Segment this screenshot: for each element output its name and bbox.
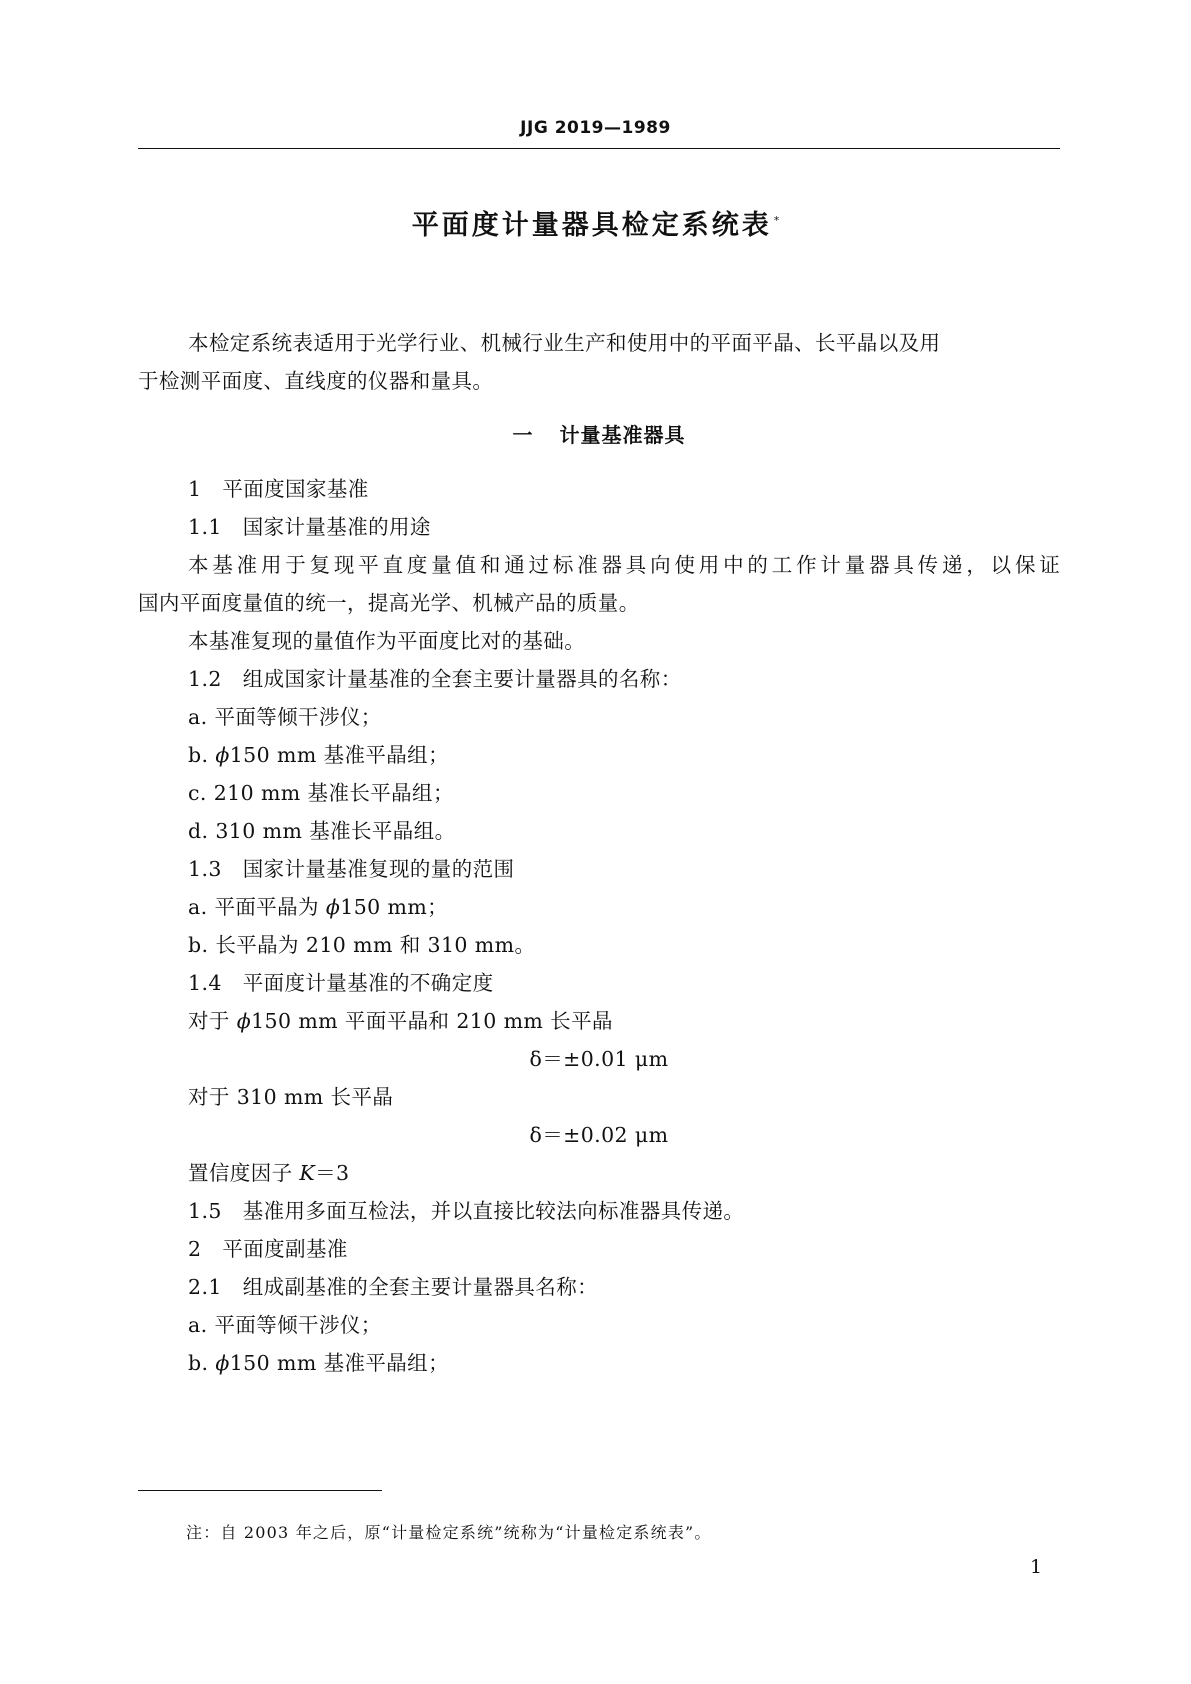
section-heading	[138, 420, 1060, 450]
clause-1-2-item-b	[188, 740, 449, 770]
item-text: a. 平面平晶为	[188, 895, 326, 919]
item-text: 150 mm；	[340, 895, 449, 919]
clause-1-2-item-c: c. 210 mm 基准长平晶组；	[188, 781, 454, 805]
page-number: 1	[1030, 1556, 1043, 1578]
clause-1-1-para1-line2: 国内平面度量值的统一，提高光学、机械产品的质量。	[138, 591, 640, 615]
clause-1-4-line-1	[188, 1006, 613, 1036]
clause-1-1-para2: 本基准复现的量值作为平面度比对的基础。	[188, 629, 586, 653]
clause-1-4: 1.4 平面度计量基准的不确定度	[188, 971, 494, 995]
clause-1-1-para1-line1: 本基准用于复现平直度量值和通过标准器具向使用中的工作计量器具传递，以保证	[188, 553, 1060, 577]
clause-2-1-item-b	[188, 1348, 449, 1378]
clause-2-1-item-a: a. 平面等倾干涉仪；	[188, 1313, 382, 1337]
phi-symbol: ϕ	[215, 1351, 230, 1375]
item-text: ＝3	[315, 1161, 350, 1185]
document-title	[0, 203, 1191, 242]
clause-1-4-line-2: 对于 310 mm 长平晶	[188, 1085, 394, 1109]
clause-2-1: 2.1 组成副基准的全套主要计量器具名称：	[188, 1275, 599, 1299]
phi-symbol: ϕ	[325, 895, 341, 919]
phi-symbol: ϕ	[215, 743, 230, 767]
intro-line-2: 于检测平面度、直线度的仪器和量具。	[138, 369, 494, 393]
item-label: b.	[188, 743, 216, 767]
clause-1-2: 1.2 组成国家计量基准的全套主要计量器具的名称：	[188, 667, 682, 691]
phi-symbol: ϕ	[236, 1009, 252, 1033]
clause-1-2-item-d: d. 310 mm 基准长平晶组。	[188, 819, 456, 843]
item-text: 150 mm 基准平晶组；	[229, 1351, 449, 1375]
uncertainty-equation-1: δ＝±0.01 μm	[529, 1047, 669, 1071]
k-variable: K	[299, 1161, 316, 1185]
clause-1-5: 1.5 基准用多面互检法，并以直接比较法向标准器具传递。	[188, 1199, 745, 1223]
item-text: 对于	[188, 1009, 237, 1033]
section-heading-text: 计量基准器具	[559, 423, 686, 447]
clause-1-3-item-b: b. 长平晶为 210 mm 和 310 mm。	[188, 933, 536, 957]
document-title-text: 平面度计量器具检定系统表	[411, 210, 772, 241]
clause-2: 2 平面度副基准	[188, 1237, 348, 1261]
footnote-rule	[138, 1490, 382, 1491]
intro-line-1: 本检定系统表适用于光学行业、机械行业生产和使用中的平面平晶、长平晶以及用	[188, 331, 941, 355]
item-text: 150 mm 平面平晶和 210 mm 长平晶	[251, 1009, 613, 1033]
item-text: 置信度因子	[188, 1161, 300, 1185]
clause-1: 1 平面度国家基准	[188, 477, 369, 501]
footnote: 注：自 2003 年之后，原“计量检定系统”统称为“计量检定系统表”。	[186, 1523, 712, 1542]
uncertainty-equation-2: δ＝±0.02 μm	[529, 1123, 669, 1147]
clause-1-2-item-a: a. 平面等倾干涉仪；	[188, 705, 382, 729]
item-label: b.	[188, 1351, 216, 1375]
item-text: 150 mm 基准平晶组；	[229, 743, 449, 767]
coverage-factor	[188, 1158, 349, 1188]
standard-code: JJG 2019—1989	[520, 118, 671, 138]
clause-1-1: 1.1 国家计量基准的用途	[188, 515, 431, 539]
header-rule	[138, 148, 1060, 149]
clause-1-3: 1.3 国家计量基准复现的量的范围	[188, 857, 515, 881]
clause-1-3-item-a	[188, 892, 448, 922]
section-heading-number: 一	[512, 423, 534, 447]
title-footnote-mark: *	[773, 214, 780, 227]
